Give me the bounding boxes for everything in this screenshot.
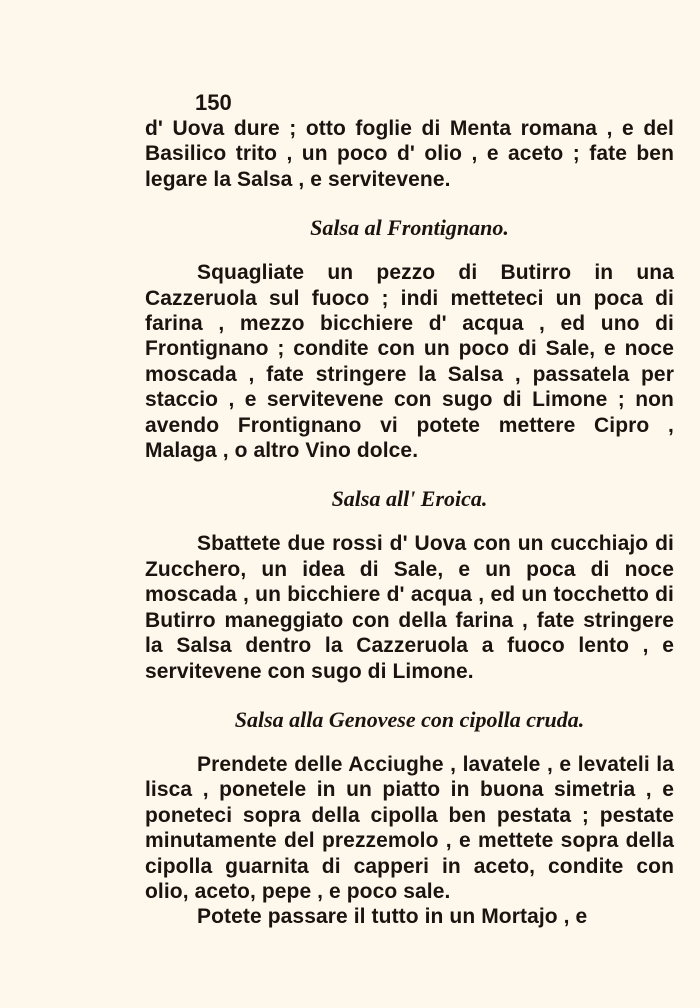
- recipe-text-eroica: Sbattete due rossi d' Uova con un cucchiajo di Zucchero, un idea di Sale, e un poca di noce moscada , un bicchiere d' acqua , ed un tocchetto di Butirro maneggiato con della farina , fate stringere la Salsa dentro la Cazzeruola a fuoco lento , e servitevene con sugo di Limone.: [145, 532, 674, 683]
- recipe-text-frontignano: Squagliate un pezzo di Butirro in una Cazzeruola sul fuoco ; indi metteteci un poca di farina , mezzo bicchiere d' acqua , ed uno di Frontignano ; condite con un poco di Sale, e noce moscada , fate stringere la Salsa , passatela per staccio , e servitevene con sugo di Limone ; non avendo Frontignano vi potete mettere Cipro , Malaga , o altro Vino dolce.: [145, 261, 674, 463]
- recipe-title-eroica: Salsa all' Eroica.: [331, 486, 488, 512]
- recipe-title-frontignano: Salsa al Frontignano.: [310, 215, 509, 241]
- recipe-continuation-genovese: Potete passare il tutto in un Mortajo , e: [197, 905, 588, 929]
- recipe-text-genovese: Prendete delle Acciughe , lavatele , e levateli la lisca , ponetele in un piatto in buona simetria , e poneteci sopra della cipolla ben pestata ; pestate minutamente del prezzemolo , e mettete sopra della cipolla guarnita di capperi in aceto, condite con olio, aceto, pepe , e poco sale.: [145, 752, 674, 903]
- recipe-title-genovese: Salsa alla Genovese con cipolla cruda.: [234, 706, 585, 732]
- page-number: 150: [195, 90, 232, 115]
- opening-paragraph: d' Uova dure ; otto foglie di Menta romana , e del Basilico trito , un poco d' olio , e aceto ; fate ben legare la Salsa , e servitevene.: [145, 117, 674, 191]
